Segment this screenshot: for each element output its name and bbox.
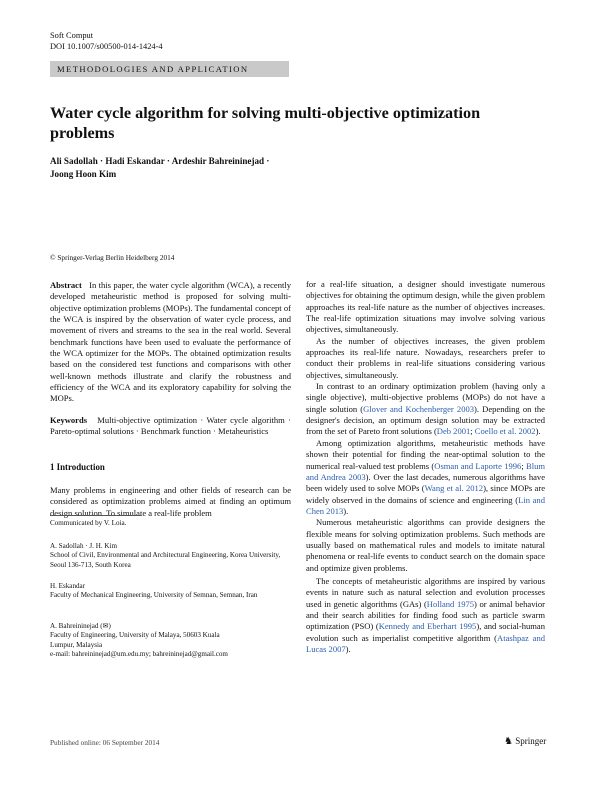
affiliation-text: School of Civil, Environmental and Architectural Engineering, Korea University, Seoul 136-713, South Korea <box>50 551 281 569</box>
left-column <box>50 280 291 519</box>
citation-link[interactable]: Deb 2001 <box>436 426 471 437</box>
affiliation-names: H. Eskandar <box>50 582 86 590</box>
text-run: ; <box>470 426 475 437</box>
body-paragraph: for a real-life situation, a designer should investigate numerous objectives for obtaining the optimum design, while the given problem approaches its real-life nature as the number of objectives increases. The real-life optimization situations may involve solving various objectives, simultaneously. <box>306 279 545 335</box>
author-separator: · <box>100 156 104 166</box>
keywords <box>50 415 291 438</box>
body-paragraph <box>306 381 545 438</box>
text-run: ) or animal behavior and their search abilities for finding food such as particle swarm optimization (PSO) ( <box>306 598 545 632</box>
affiliation-text: Faculty of Engineering, University of Malaya, 50603 Kuala Lumpur, Malaysia <box>50 631 220 649</box>
author-separator: · <box>166 156 170 166</box>
text-run: ). <box>535 426 541 437</box>
journal-name: Soft Comput <box>50 31 94 40</box>
body-paragraph <box>306 438 545 517</box>
affiliation-3 <box>50 622 291 659</box>
text-run: ). <box>345 644 351 654</box>
affiliation-2 <box>50 582 291 601</box>
published-date: Published online: 06 September 2014 <box>50 738 160 747</box>
text-run: The concepts of metaheuristic algorithms are inspired by various events in nature such as natural selection and evolution processes used in genetic algorithms (GAs) ( <box>306 575 545 609</box>
author-name: Ali Sadollah <box>50 156 98 166</box>
body-paragraph: As the number of objectives increases, the given problem approaches its real-life nature. Nowadays, researchers prefer to conduct their problems in real-life situations considering various objectives, simultaneously. <box>306 335 545 380</box>
body-paragraph <box>306 576 545 655</box>
section-heading: 1 Introduction <box>50 462 105 473</box>
text-run: Among optimization algorithms, metaheuristic methods have shown their potential for finding the near-optimal solution to the numerical real-valued test problems ( <box>306 437 545 471</box>
citation-link[interactable]: Lin and Chen 2013 <box>306 494 545 516</box>
text-run: ), and social-human evolution such as imperialist competitive algorithm ( <box>306 621 545 643</box>
citation-link[interactable]: Coello et al. 2002 <box>474 426 536 437</box>
affiliation-names: A. Sadollah · J. H. Kim <box>50 542 117 550</box>
author-name: Ardeshir Bahreininejad <box>171 156 265 166</box>
citation-link[interactable]: Osman and Laporte 1996 <box>434 460 522 471</box>
author-separator: · <box>266 156 270 166</box>
copyright-notice: © Springer-Verlag Berlin Heidelberg 2014 <box>50 253 175 262</box>
text-run: ), since MOPs are widely observed in the domains of science and engineering ( <box>306 483 545 505</box>
author-name: Hadi Eskandar <box>105 156 165 166</box>
publisher-logo <box>504 736 546 747</box>
affiliation-text: Faculty of Mechanical Engineering, University of Semnan, Semnan, Iran <box>50 591 258 600</box>
citation-link[interactable]: Wang et al. 2012 <box>424 483 484 494</box>
citation-link[interactable]: Atashpaz and Lucas 2007 <box>306 632 546 654</box>
section-label: METHODOLOGIES AND APPLICATION <box>57 64 249 74</box>
keywords-text: Multi-objective optimization · Water cycle algorithm · Pareto-optimal solutions · Benchmark function · Metaheuristics <box>50 414 291 437</box>
text-run: ). Depending on the designer's decision, an optimum design solution may be extracted from the set of Pareto front solutions ( <box>306 403 545 437</box>
communicated-note: Communicated by V. Loia. <box>50 519 127 527</box>
section-bar <box>50 61 289 77</box>
springer-horse-icon: ♞ <box>504 736 513 747</box>
text-run: ). <box>343 505 349 516</box>
citation-link[interactable]: Blum and Andrea 2003 <box>306 460 545 482</box>
text-run: In contrast to an ordinary optimization problem (having only a single objective), multi-objective problems (MOPs) do not have a single solution ( <box>306 381 545 414</box>
affiliation-1 <box>50 542 291 570</box>
intro-paragraph: Many problems in engineering and other fields of research can be considered as optimization problems aimed at finding an optimum design solution. To simulate a real-life problem <box>50 484 291 518</box>
text-run: ). Over the last decades, numerous algorithms have been widely used to solve MOPs ( <box>306 471 545 494</box>
affiliation-email[interactable]: e-mail: bahreininejad@um.edu.my; bahreininejad@gmail.com <box>50 650 228 659</box>
citation-link[interactable]: Glover and Kochenberger 2003 <box>363 403 475 414</box>
journal-header <box>50 31 163 52</box>
abstract-text: In this paper, the water cycle algorithm (WCA), a recently developed metaheuristic method is proposed for solving multi-objective optimization problems (MOPs). The fundamental concept of the WCA is inspired by the observation of water cycle process, and movement of rivers and streams to the sea in the real world. Several benchmark functions have been used to evaluate the performance of the WCA optimizer for the MOPs. The obtained optimization results based on the considered test functions and comparisons with other well-known methods illustrate and clarify the robustness and efficiency of the WCA and its exploratory capability for solving the MOPs. <box>50 280 291 404</box>
publisher-name: Springer <box>515 736 547 746</box>
right-column <box>306 279 545 655</box>
footnote-divider <box>50 515 141 516</box>
text-run: ; <box>521 460 526 471</box>
citation-link[interactable]: Kennedy and Eberhart 1995 <box>378 621 477 632</box>
abstract <box>50 280 291 405</box>
affiliation-names: A. Bahreininejad (✉) <box>50 622 111 630</box>
paper-title: Water cycle algorithm for solving multi-objective optimization problems <box>50 104 481 142</box>
author-name: Joong Hoon Kim <box>50 169 117 180</box>
doi: DOI 10.1007/s00500-014-1424-4 <box>50 41 163 51</box>
citation-link[interactable]: Holland 1975 <box>426 598 475 609</box>
body-paragraph: Numerous metaheuristic algorithms can provide designers the flexible means for solving optimization problems. Such methods are usually based on mathematical rules and models to imitate natural phenomena or real-life events to conduct search on the domain space and optimize given problems. <box>306 517 545 573</box>
keywords-label: Keywords <box>50 414 88 425</box>
author-list <box>50 155 530 181</box>
abstract-label: Abstract <box>50 280 82 290</box>
